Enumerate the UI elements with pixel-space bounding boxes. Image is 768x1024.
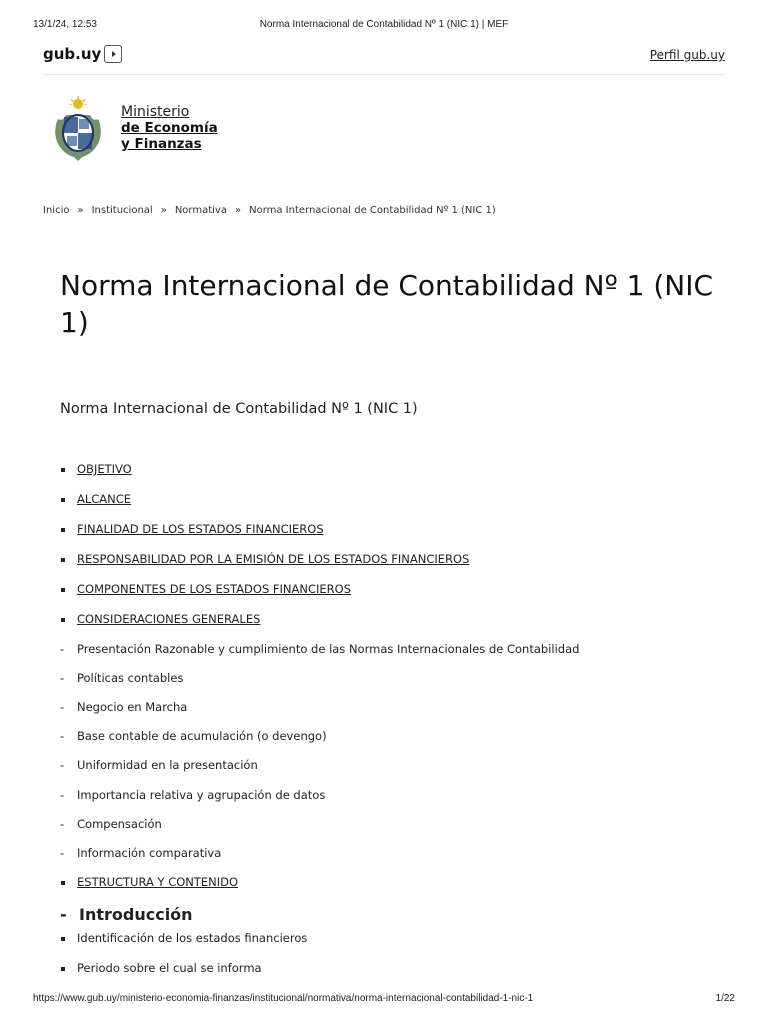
ministry-name-line2: de Economía — [121, 120, 218, 136]
page-title: Norma Internacional de Contabilidad Nº 1 (NIC 1) — [60, 268, 714, 339]
dash-marker: - — [60, 846, 65, 860]
section-link[interactable]: ALCANCE — [77, 492, 132, 506]
section-link[interactable]: CONSIDERACIONES GENERALES — [77, 612, 261, 626]
section-link[interactable]: COMPONENTES DE LOS ESTADOS FINANCIEROS — [77, 582, 352, 596]
dash-marker: - — [60, 788, 65, 802]
list-item-text: Compensación — [77, 817, 162, 831]
list-item-text: Uniformidad en la presentación — [77, 758, 258, 772]
page-subtitle: Norma Internacional de Contabilidad Nº 1 (NIC 1) — [60, 401, 418, 417]
section-link[interactable]: ESTRUCTURA Y CONTENIDO — [77, 875, 239, 889]
print-header — [33, 19, 735, 33]
list-item-text: Presentación Razonable y cumplimiento de las Normas Internacionales de Contabilidad — [77, 642, 580, 656]
breadcrumb-item-normativa[interactable]: Normativa — [174, 205, 227, 216]
section-link[interactable]: FINALIDAD DE LOS ESTADOS FINANCIEROS — [77, 522, 324, 536]
ministry-name[interactable] — [121, 104, 218, 152]
print-doc-title: Norma Internacional de Contabilidad Nº 1 (NIC 1) | MEF — [259, 19, 509, 30]
list-item-text: Base contable de acumulación (o devengo) — [77, 729, 327, 743]
dash-marker: - — [60, 729, 65, 743]
section-link[interactable]: OBJETIVO — [77, 462, 132, 476]
list-item-text: Importancia relativa y agrupación de datos — [77, 788, 326, 802]
print-footer — [33, 993, 735, 1007]
breadcrumb-item-current: Norma Internacional de Contabilidad Nº 1 (NIC 1) — [249, 205, 496, 216]
caret-right-icon — [112, 51, 116, 57]
dash-marker: - — [60, 642, 65, 656]
list-item-text: Negocio en Marcha — [77, 700, 188, 714]
perfil-link[interactable]: Perfil gub.uy — [649, 48, 725, 62]
dash-marker: - — [60, 700, 65, 714]
dash-marker: - — [60, 817, 65, 831]
uruguay-coat-of-arms-icon — [50, 95, 106, 163]
breadcrumb-item-inicio[interactable]: Inicio — [43, 205, 70, 216]
breadcrumb-separator: » — [234, 205, 242, 216]
breadcrumb-separator: » — [160, 205, 167, 216]
breadcrumb-item-institucional[interactable]: Institucional — [91, 205, 153, 216]
print-url: https://www.gub.uy/ministerio-economia-finanzas/institucional/normativa/norma-internacional-contabilidad-1-nic-1 — [33, 993, 534, 1004]
section-link[interactable]: RESPONSABILIDAD POR LA EMISIÓN DE LOS ESTADOS FINANCIEROS — [77, 552, 470, 566]
ministry-name-line3: y Finanzas — [121, 136, 202, 152]
dash-marker: - — [60, 671, 65, 685]
print-datetime: 13/1/24, 12:53 — [33, 19, 97, 30]
breadcrumb-separator: » — [77, 205, 84, 216]
dash-marker: - — [60, 905, 67, 924]
list-item-text: Información comparativa — [77, 846, 222, 860]
breadcrumb — [43, 205, 496, 216]
ministry-name-line1: Ministerio — [121, 104, 190, 120]
print-page-number: 1/22 — [715, 993, 735, 1004]
gub-topbar — [43, 42, 725, 75]
list-item-text: Políticas contables — [77, 671, 184, 685]
gub-menu-toggle[interactable] — [104, 45, 122, 63]
dash-marker: - — [60, 758, 65, 772]
list-item-text: Identificación de los estados financieros — [77, 931, 308, 945]
list-item-text: Periodo sobre el cual se informa — [77, 961, 262, 975]
list-item-text: Introducción — [79, 905, 193, 924]
gub-logo-link[interactable]: gub.uy — [43, 45, 102, 63]
